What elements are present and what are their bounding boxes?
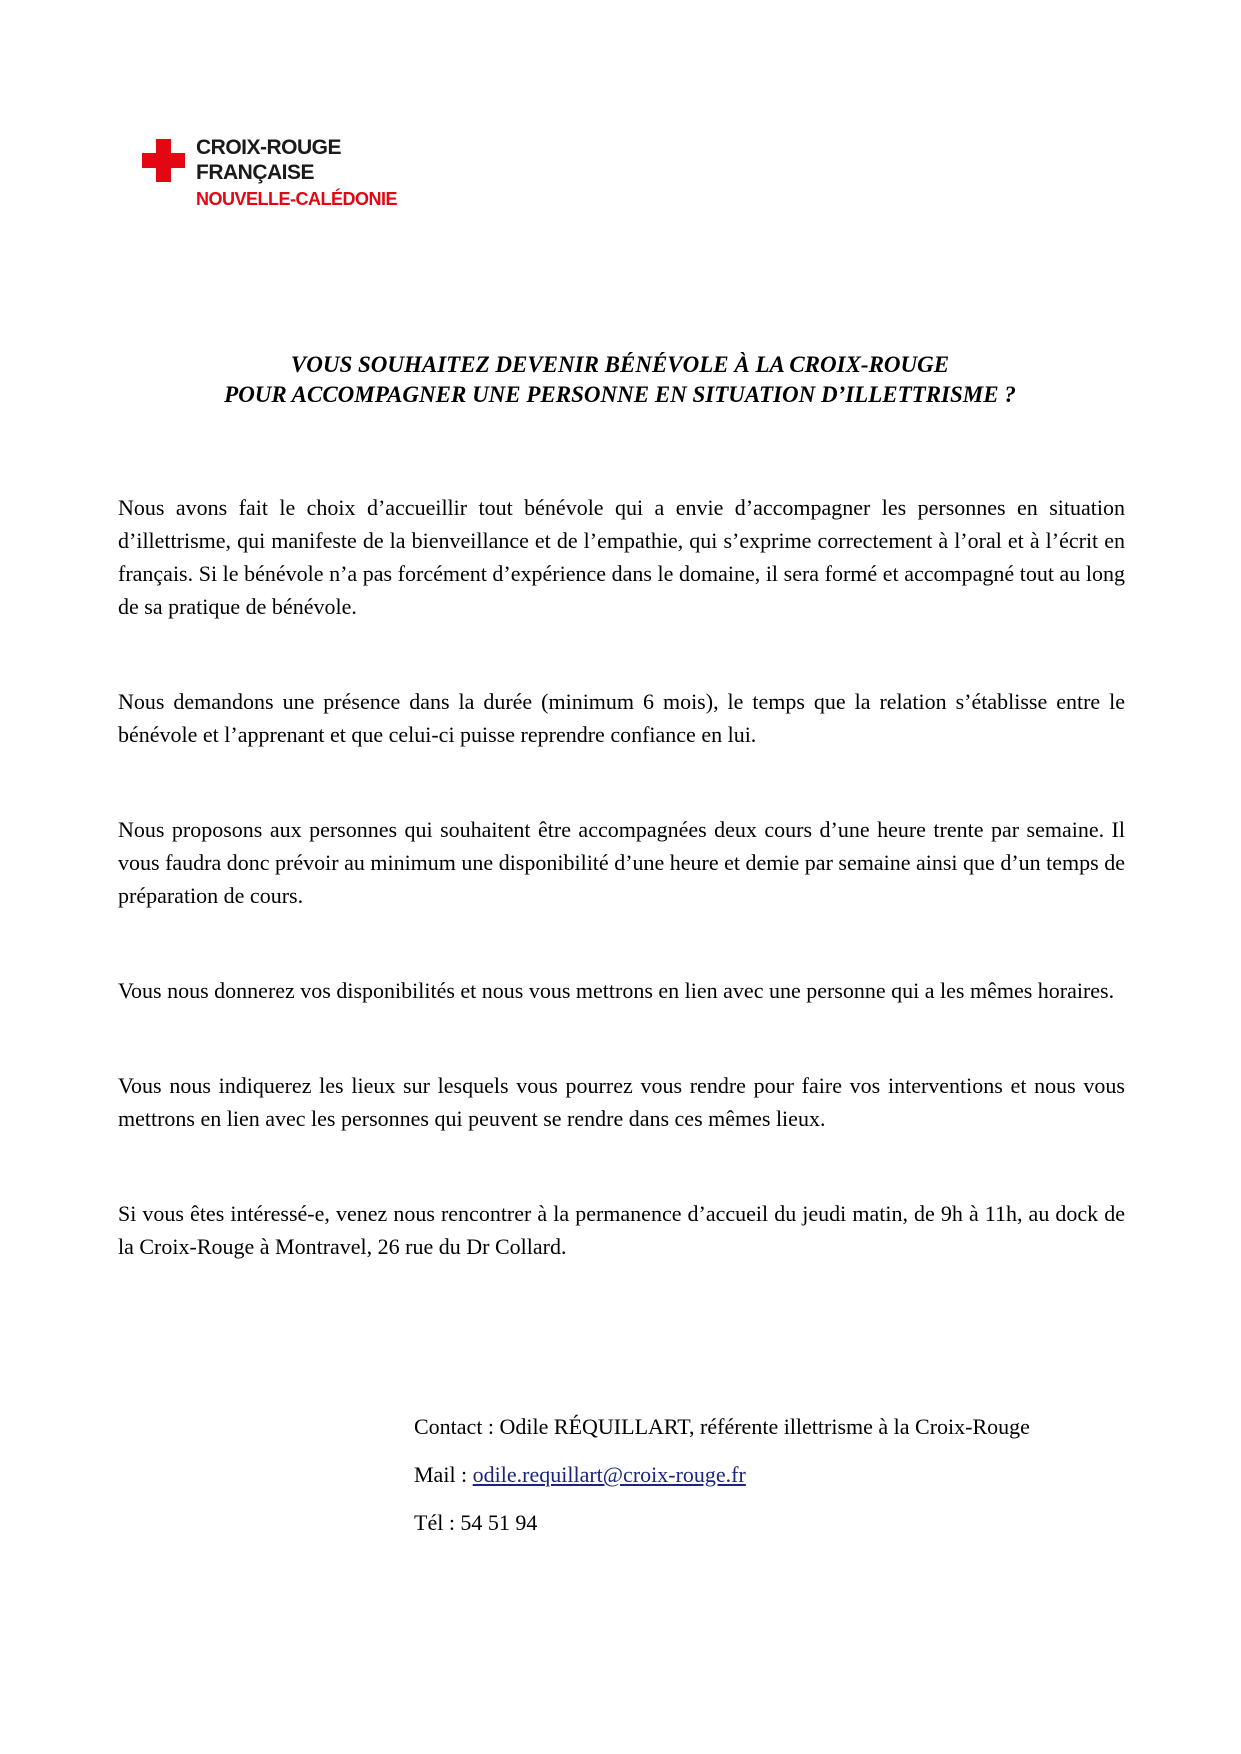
red-cross-icon [142, 139, 185, 182]
logo-line-1: CROIX-ROUGE [196, 136, 342, 159]
paragraph: Vous nous donnerez vos disponibilités et nous vous mettrons en lien avec une personne qui a les mêmes horaires. [118, 978, 1115, 1003]
title-line-1: VOUS SOUHAITEZ DEVENIR BÉNÉVOLE À LA CROIX-ROUGE [290, 352, 950, 377]
paragraph: Si vous êtes intéressé-e, venez nous rencontrer à la permanence d’accueil du jeudi matin, de 9h à 11h, au dock de la Croix-Rouge à Montravel, 26 rue du Dr Collard. [118, 1201, 1125, 1259]
croix-rouge-logo [142, 136, 462, 219]
phone-line: Tél : 54 51 94 [414, 1510, 538, 1535]
logo-line-3: NOUVELLE-CALÉDONIE [196, 189, 398, 209]
paragraph: Nous demandons une présence dans la durée (minimum 6 mois), le temps que la relation s’établisse entre le bénévole et l’apprenant et que celui-ci puisse reprendre confiance en lui. [118, 689, 1125, 747]
paragraph: Vous nous indiquerez les lieux sur lesquels vous pourrez vous rendre pour faire vos interventions et nous vous mettrons en lien avec les personnes qui peuvent se rendre dans ces mêmes lieux. [118, 1073, 1125, 1131]
title-line-2: POUR ACCOMPAGNER UNE PERSONNE EN SITUATION D’ILLETTRISME ? [224, 382, 1016, 407]
contact-block [414, 1410, 1134, 1554]
document-title [110, 350, 1130, 410]
mail-label: Mail : [414, 1462, 473, 1487]
logo-line-2: FRANÇAISE [196, 161, 315, 184]
mail-line [414, 1458, 1134, 1491]
contact-line: Contact : Odile RÉQUILLART, référente illettrisme à la Croix-Rouge [414, 1414, 1030, 1439]
email-link[interactable]: odile.requillart@croix-rouge.fr [472, 1462, 746, 1487]
document-body [118, 491, 1125, 1325]
paragraph: Nous proposons aux personnes qui souhaitent être accompagnées deux cours d’une heure trente par semaine. Il vous faudra donc prévoir au minimum une disponibilité d’une heure et demie par semaine ainsi que d’un temps de préparation de cours. [118, 817, 1125, 908]
paragraph: Nous avons fait le choix d’accueillir tout bénévole qui a envie d’accompagner les personnes en situation d’illettrisme, qui manifeste de la bienveillance et de l’empathie, qui s’exprime correctement à l’oral et à l’écrit en français. Si le bénévole n’a pas forcément d’expérience dans le domaine, il sera formé et accompagné tout au long de sa pratique de bénévole. [118, 495, 1125, 619]
